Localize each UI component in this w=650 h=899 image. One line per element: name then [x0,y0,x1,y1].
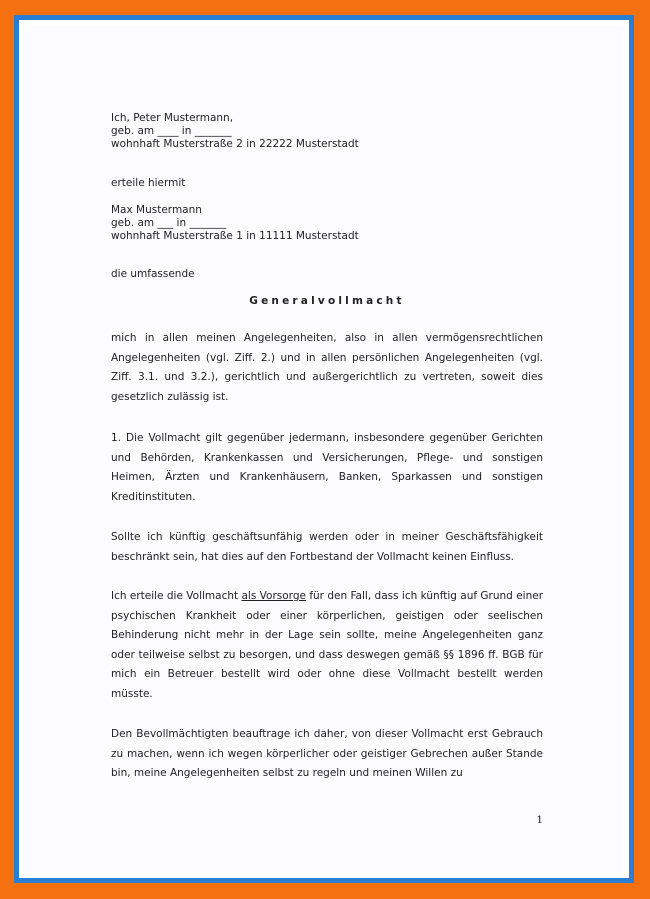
grant-text: erteile hiermit [111,177,186,189]
precaution-paragraph [111,587,543,704]
page-number: 1 [536,814,543,826]
intro-statement [111,268,543,281]
document-page [25,26,623,872]
principal-address-block [111,112,543,151]
agent-residence-line: wohnhaft Musterstraße 1 in 11111 Musterstadt [111,230,359,242]
document-title: Generalvollmacht [249,295,405,307]
incapacity-paragraph: Sollte ich künftig geschäftsunfähig werden oder in meiner Geschäftsfähigkeit beschränkt sein, hat dies auf den Fortbestand der Vollmacht keinen Einfluss. [111,531,543,563]
validity-paragraph: 1. Die Vollmacht gilt gegenüber jedermann, insbesondere gegenüber Gerichten und Behörden, Krankenkassen und Versicherungen, Pflege- und sonstigen Heimen, Ärzten und Krankenhäusern, Banken, Sparkassen und sonstigen Kreditinstituten. [111,432,543,503]
principal-birth-line: geb. am ____ in _______ [111,125,232,137]
precaution-emphasis: als Vorsorge [241,590,306,602]
scope-paragraph: mich in allen meinen Angelegenheiten, also in allen vermögensrechtlichen Angelegenheiten (vgl. Ziff. 2.) und in allen persönlichen Angelegenheiten (vgl. Ziff. 3.1. und 3.2.), gerichtlich und außergerichtlich zu vertreten, soweit dies gesetzlich zulässig ist. [111,332,543,403]
grant-statement [111,177,543,190]
agent-name-line: Max Mustermann [111,204,202,216]
agent-birth-line: geb. am ___ in _______ [111,217,227,229]
intro-text: die umfassende [111,268,195,280]
instruction-paragraph: Den Bevollmächtigten beauftrage ich daher, von dieser Vollmacht erst Gebrauch zu machen, wenn ich wegen körperlicher oder geistiger Gebrechen außer Stande bin, meine Angelegenheiten selbst zu regeln und meinen Willen zu [111,728,543,779]
principal-name-line: Ich, Peter Mustermann, [111,112,234,124]
agent-address-block [111,204,543,243]
precaution-text-end: für den Fall, dass ich künftig auf Grund einer psychischen Krankheit oder einer körperlichen, geistigen oder seelischen Behinderung nicht mehr in der Lage sein sollte, meine Angelegenheiten ganz oder teilweise selbst zu besorgen, und dass deswegen gemäß §§ 1896 ff. BGB für mich ein Betreuer bestellt wird oder ohne diese Vollmacht bestellt werden müsste. [111,590,544,700]
precaution-text-start: Ich erteile die Vollmacht [111,590,242,602]
principal-residence-line: wohnhaft Musterstraße 2 in 22222 Musterstadt [111,138,359,150]
